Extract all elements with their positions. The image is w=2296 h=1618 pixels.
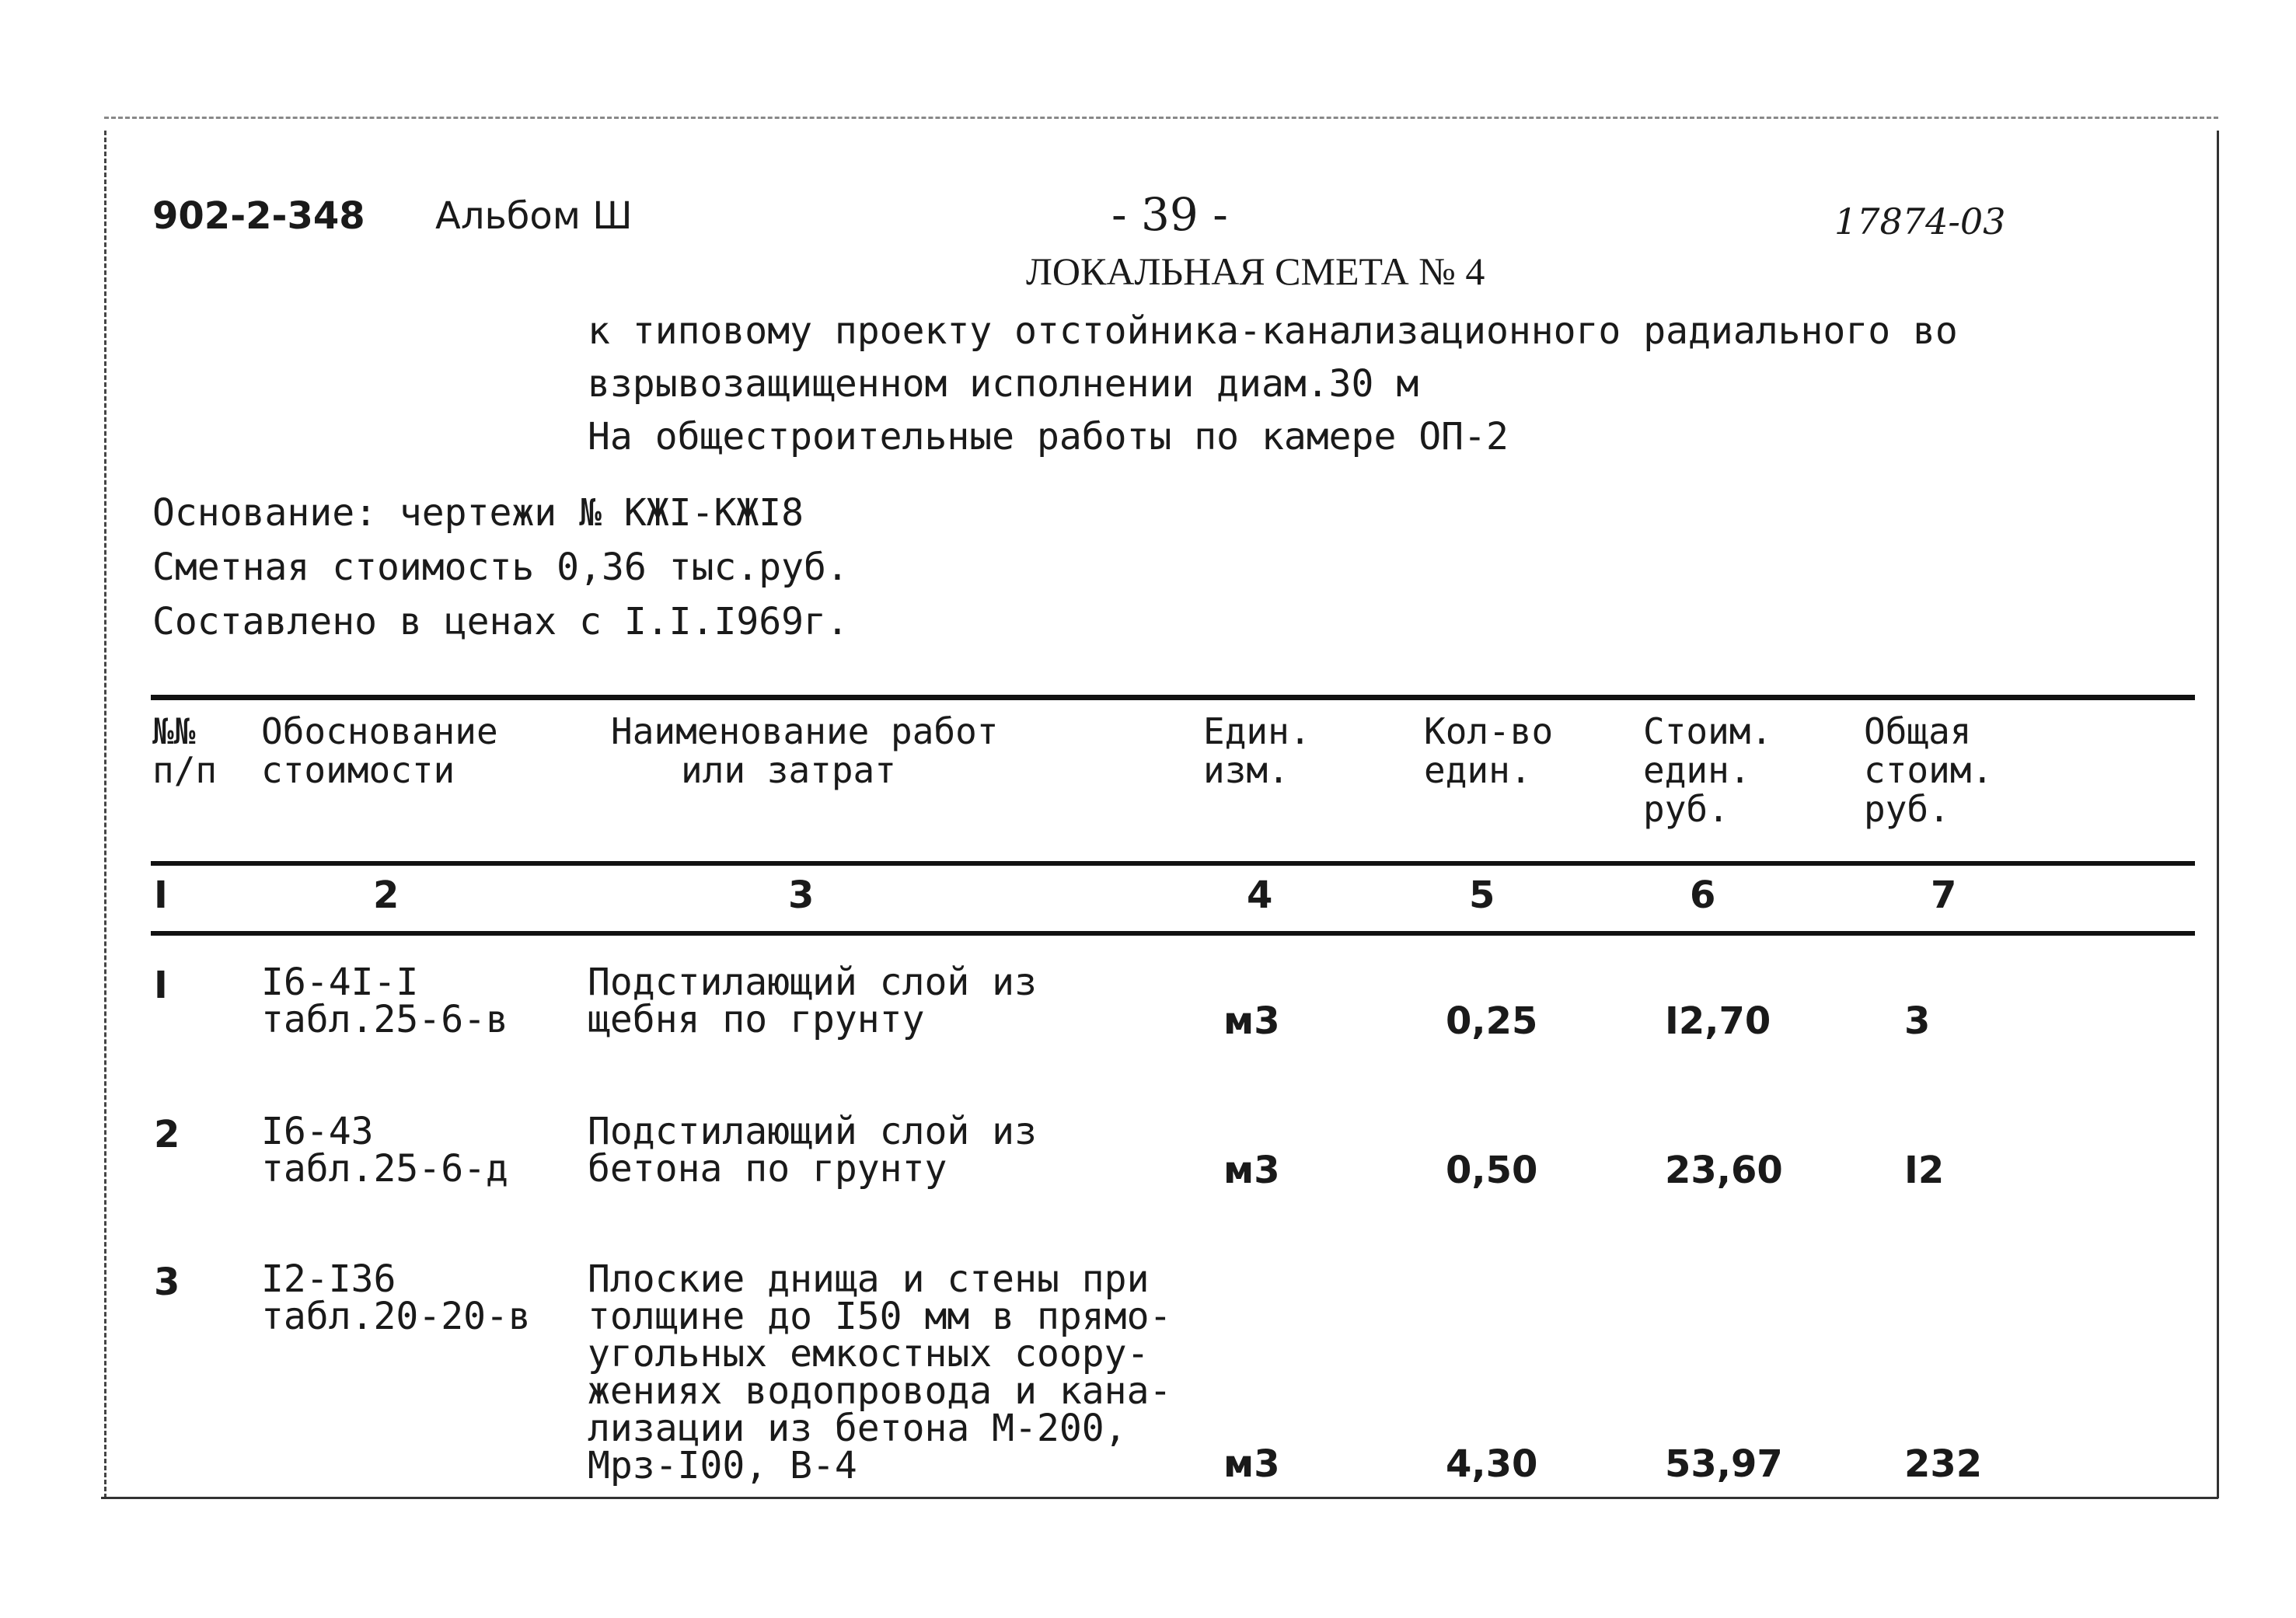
row-unit: м3: [1223, 1149, 1280, 1192]
col-number-1: I: [154, 874, 168, 917]
row-name: Подстилающий слой из щебня по грунту: [588, 961, 1037, 1041]
row-total: 3: [1904, 999, 1931, 1043]
row-quantity: 0,25: [1446, 999, 1538, 1043]
row-basis: I6-4I-I табл.25-6-в: [261, 961, 508, 1041]
frame-right-border: [2217, 131, 2219, 1498]
row-unit: м3: [1223, 1442, 1280, 1486]
col-number-3: 3: [788, 874, 815, 917]
table-top-rule: [151, 695, 2195, 700]
row-quantity: 4,30: [1446, 1442, 1538, 1486]
row-basis: I6-43 табл.25-6-д: [261, 1110, 508, 1191]
header-col-1: №№ п/п: [152, 710, 218, 791]
title-line-1: к типовому проекту отстойника-канализационного радиального во: [588, 309, 1958, 353]
header-col-2: Обоснование стоимости: [261, 710, 498, 791]
header-bottom-rule: [151, 861, 2195, 866]
col-number-4: 4: [1247, 874, 1273, 917]
page-number: - 39 -: [1111, 188, 1228, 241]
frame-bottom-border: [101, 1497, 2218, 1499]
document-title: ЛОКАЛЬНАЯ СМЕТА № 4: [1026, 249, 1485, 293]
title-line-2: взрывозащищенном исполнении диам.30 м: [588, 362, 1419, 406]
header-col-7: Общая стоим. руб.: [1864, 710, 1994, 830]
col-number-6: 6: [1690, 874, 1716, 917]
row-unit: м3: [1223, 999, 1280, 1043]
col-number-2: 2: [373, 874, 400, 917]
row-name: Плоские днища и стены при толщине до I50 мм в прямо- угольных емкостных соору- жениях водопровода и кана- лизации из бетона М-200, Мрз-I00, В-4: [588, 1257, 1172, 1487]
row-total: 232: [1904, 1442, 1983, 1486]
row-total: I2: [1904, 1149, 1945, 1192]
row-number: 3: [154, 1261, 180, 1304]
basis-text: Основание: чертежи № КЖI-КЖI8: [152, 491, 804, 535]
frame-left-border: [104, 131, 106, 1498]
header-col-3: Наименование работ или затрат: [611, 710, 999, 791]
row-quantity: 0,50: [1446, 1149, 1538, 1192]
header-col-5: Кол-во един.: [1424, 710, 1554, 791]
header-col-6: Стоим. един. руб.: [1643, 710, 1773, 830]
title-line-3: На общестроительные работы по камере ОП-2: [588, 415, 1509, 459]
header-col-4: Един. изм.: [1203, 710, 1311, 791]
row-number: I: [154, 964, 168, 1007]
estimated-cost-text: Сметная стоимость 0,36 тыс.руб.: [152, 546, 849, 589]
row-name: Подстилающий слой из бетона по грунту: [588, 1110, 1037, 1191]
row-unit-cost: I2,70: [1665, 999, 1771, 1043]
frame-top-border: [104, 117, 2218, 119]
row-unit-cost: 23,60: [1665, 1149, 1783, 1192]
row-number: 2: [154, 1113, 180, 1156]
row-unit-cost: 53,97: [1665, 1442, 1783, 1486]
album-label: Альбом Ш: [435, 194, 633, 238]
stamp-code: 17874-03: [1834, 201, 2006, 242]
column-numbers-rule: [151, 931, 2195, 936]
project-code: 902-2-348: [152, 194, 365, 238]
price-basis-text: Составлено в ценах с I.I.I969г.: [152, 600, 849, 643]
col-number-7: 7: [1931, 874, 1957, 917]
col-number-5: 5: [1469, 874, 1495, 917]
row-basis: I2-I36 табл.20-20-в: [261, 1257, 531, 1338]
